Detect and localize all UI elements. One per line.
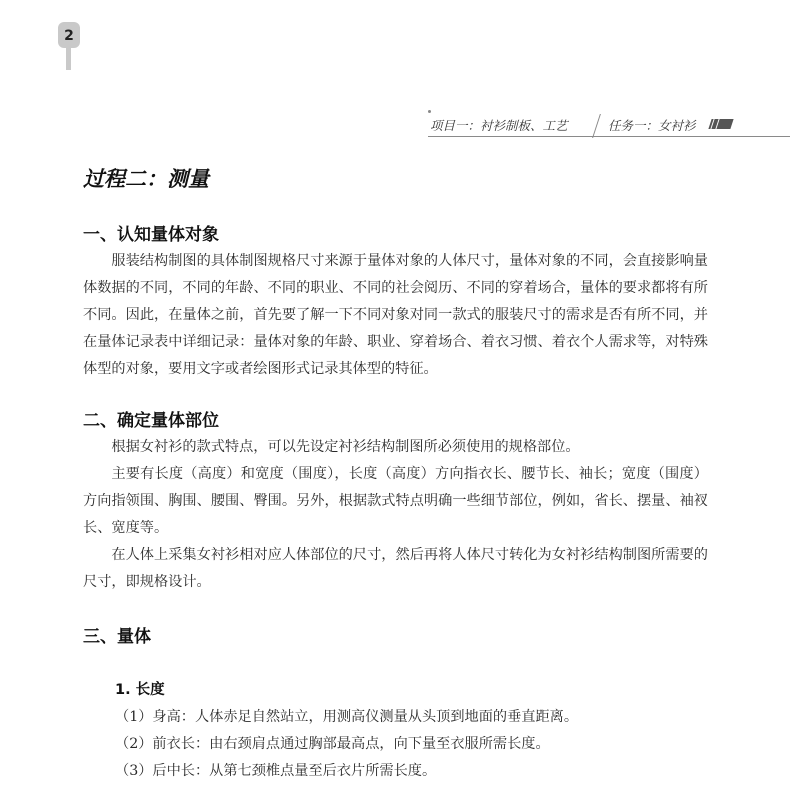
process-title: 过程二：测量	[83, 167, 209, 191]
header-decoration-blocks	[710, 119, 733, 134]
running-header	[428, 114, 790, 140]
list-item: （3）后中长：从第七颈椎点量至后衣片所需长度。	[115, 763, 437, 779]
section-heading: 一、认知量体对象	[83, 225, 219, 245]
page-content	[83, 160, 708, 785]
header-task: 任务一：女衬衫	[608, 118, 696, 133]
header-separator	[592, 114, 601, 138]
paragraph: 服装结构制图的具体制图规格尺寸来源于量体对象的人体尺寸，量体对象的不同，会直接影响量体数据的不同，不同的年龄、不同的职业、不同的社会阅历、不同的穿着场合，量体的要求都将有所不同。因此，在量体之前，首先要了解一下不同对象对同一款式的服装尺寸的需求是否有所不同，并在量体记录表中详细记录：量体对象的年龄、职业、穿着场合、着衣习惯、着衣个人需求等，对特殊体型的对象，要用文字或者绘图形式记录其体型的特征。	[83, 253, 708, 377]
sub-heading: 1. 长度	[115, 682, 165, 698]
section-heading: 三、量体	[83, 627, 151, 647]
paragraph: 主要有长度（高度）和宽度（围度），长度（高度）方向指衣长、腰节长、袖长；宽度（围度）方向指领围、胸围、腰围、臀围。另外，根据款式特点明确一些细节部位，例如，省长、摆量、袖衩长、宽度等。	[83, 466, 708, 536]
page-tab-stem	[66, 46, 71, 70]
page-number: 2	[64, 28, 74, 44]
page-number-tab	[58, 22, 80, 48]
paragraph: 在人体上采集女衬衫相对应人体部位的尺寸，然后再将人体尺寸转化为女衬衫结构制图所需要的尺寸，即规格设计。	[83, 547, 708, 590]
list-item: （1）身高：人体赤足自然站立，用测高仪测量从头顶到地面的垂直距离。	[115, 709, 579, 725]
header-dot	[428, 110, 431, 113]
list-item: （2）前衣长：由右颈肩点通过胸部最高点，向下量至衣服所需长度。	[115, 736, 550, 752]
paragraph: 根据女衬衫的款式特点，可以先设定衬衫结构制图所必须使用的规格部位。	[111, 439, 580, 455]
header-rule	[428, 136, 790, 137]
section-heading: 二、确定量体部位	[83, 411, 219, 431]
header-project: 项目一：衬衫制板、工艺	[430, 118, 568, 133]
